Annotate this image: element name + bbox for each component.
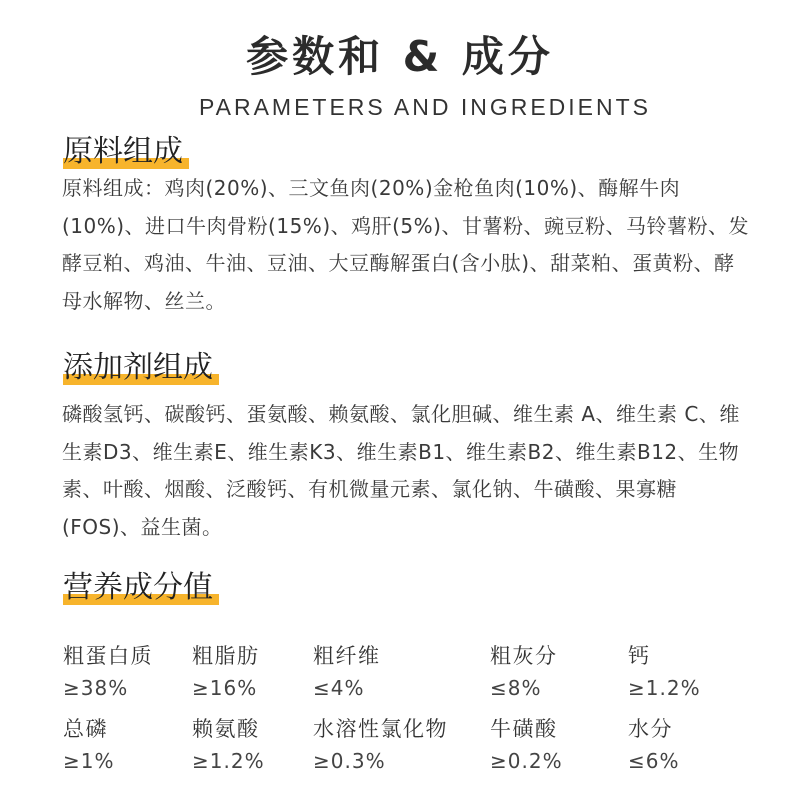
nutrition-heading: 营养成分值: [63, 562, 217, 606]
nutrition-value: ≤8%: [490, 676, 542, 700]
page-subtitle: PARAMETERS AND INGREDIENTS: [198, 94, 652, 120]
nutrition-label: 钙: [628, 644, 651, 668]
nutrition-value: ≥1.2%: [192, 749, 265, 773]
nutrition-label: 水溶性氯化物: [313, 717, 448, 741]
page-title: 参数和 & 成分: [246, 32, 554, 81]
nutrition-item-total-phosphorus: [63, 713, 115, 773]
nutrition-label: 粗蛋白质: [63, 644, 153, 668]
nutrition-item-water-soluble-chloride: [313, 713, 448, 773]
nutrition-label: 粗纤维: [313, 644, 381, 668]
nutrition-value: ≥16%: [192, 676, 258, 700]
nutrition-value: ≤6%: [628, 749, 680, 773]
ingredients-heading: 原料组成: [63, 126, 187, 170]
nutrition-item-calcium: [628, 640, 701, 700]
nutrition-item-moisture: [628, 713, 680, 773]
nutrition-label: 总磷: [63, 717, 108, 741]
nutrition-value: ≥0.3%: [313, 749, 386, 773]
nutrition-item-crude-protein: [63, 640, 153, 700]
nutrition-item-crude-fat: [192, 640, 260, 700]
nutrition-label: 粗灰分: [490, 644, 558, 668]
nutrition-label: 水分: [628, 717, 673, 741]
nutrition-item-crude-ash: [490, 640, 558, 700]
nutrition-value: ≥1%: [63, 749, 115, 773]
nutrition-item-lysine: [192, 713, 265, 773]
additives-heading: 添加剂组成: [63, 342, 217, 386]
nutrition-label: 牛磺酸: [490, 717, 558, 741]
nutrition-value: ≥1.2%: [628, 676, 701, 700]
nutrition-item-taurine: [490, 713, 563, 773]
nutrition-label: 赖氨酸: [192, 717, 260, 741]
nutrition-item-crude-fiber: [313, 640, 381, 700]
nutrition-label: 粗脂肪: [192, 644, 260, 668]
additives-text: 磷酸氢钙、碳酸钙、蛋氨酸、赖氨酸、氯化胆碱、维生素 A、维生素 C、维生素D3、维生素E、维生素K3、维生素B1、维生素B2、维生素B12、生物素、叶酸、烟酸、泛酸钙、有机微量元素、氯化钠、牛磺酸、果寡糖(FOS)、益生菌。: [62, 402, 740, 539]
nutrition-value: ≤4%: [313, 676, 365, 700]
nutrition-value: ≥0.2%: [490, 749, 563, 773]
nutrition-value: ≥38%: [63, 676, 129, 700]
ingredients-text: 原料组成：鸡肉(20%)、三文鱼肉(20%)金枪鱼肉(10%)、酶解牛肉(10%)、进口牛肉骨粉(15%)、鸡肝(5%)、甘薯粉、豌豆粉、马铃薯粉、发酵豆粕、鸡油、牛油、豆油、大豆酶解蛋白(含小肽)、甜菜粕、蛋黄粉、酵母水解物、丝兰。: [62, 176, 749, 313]
